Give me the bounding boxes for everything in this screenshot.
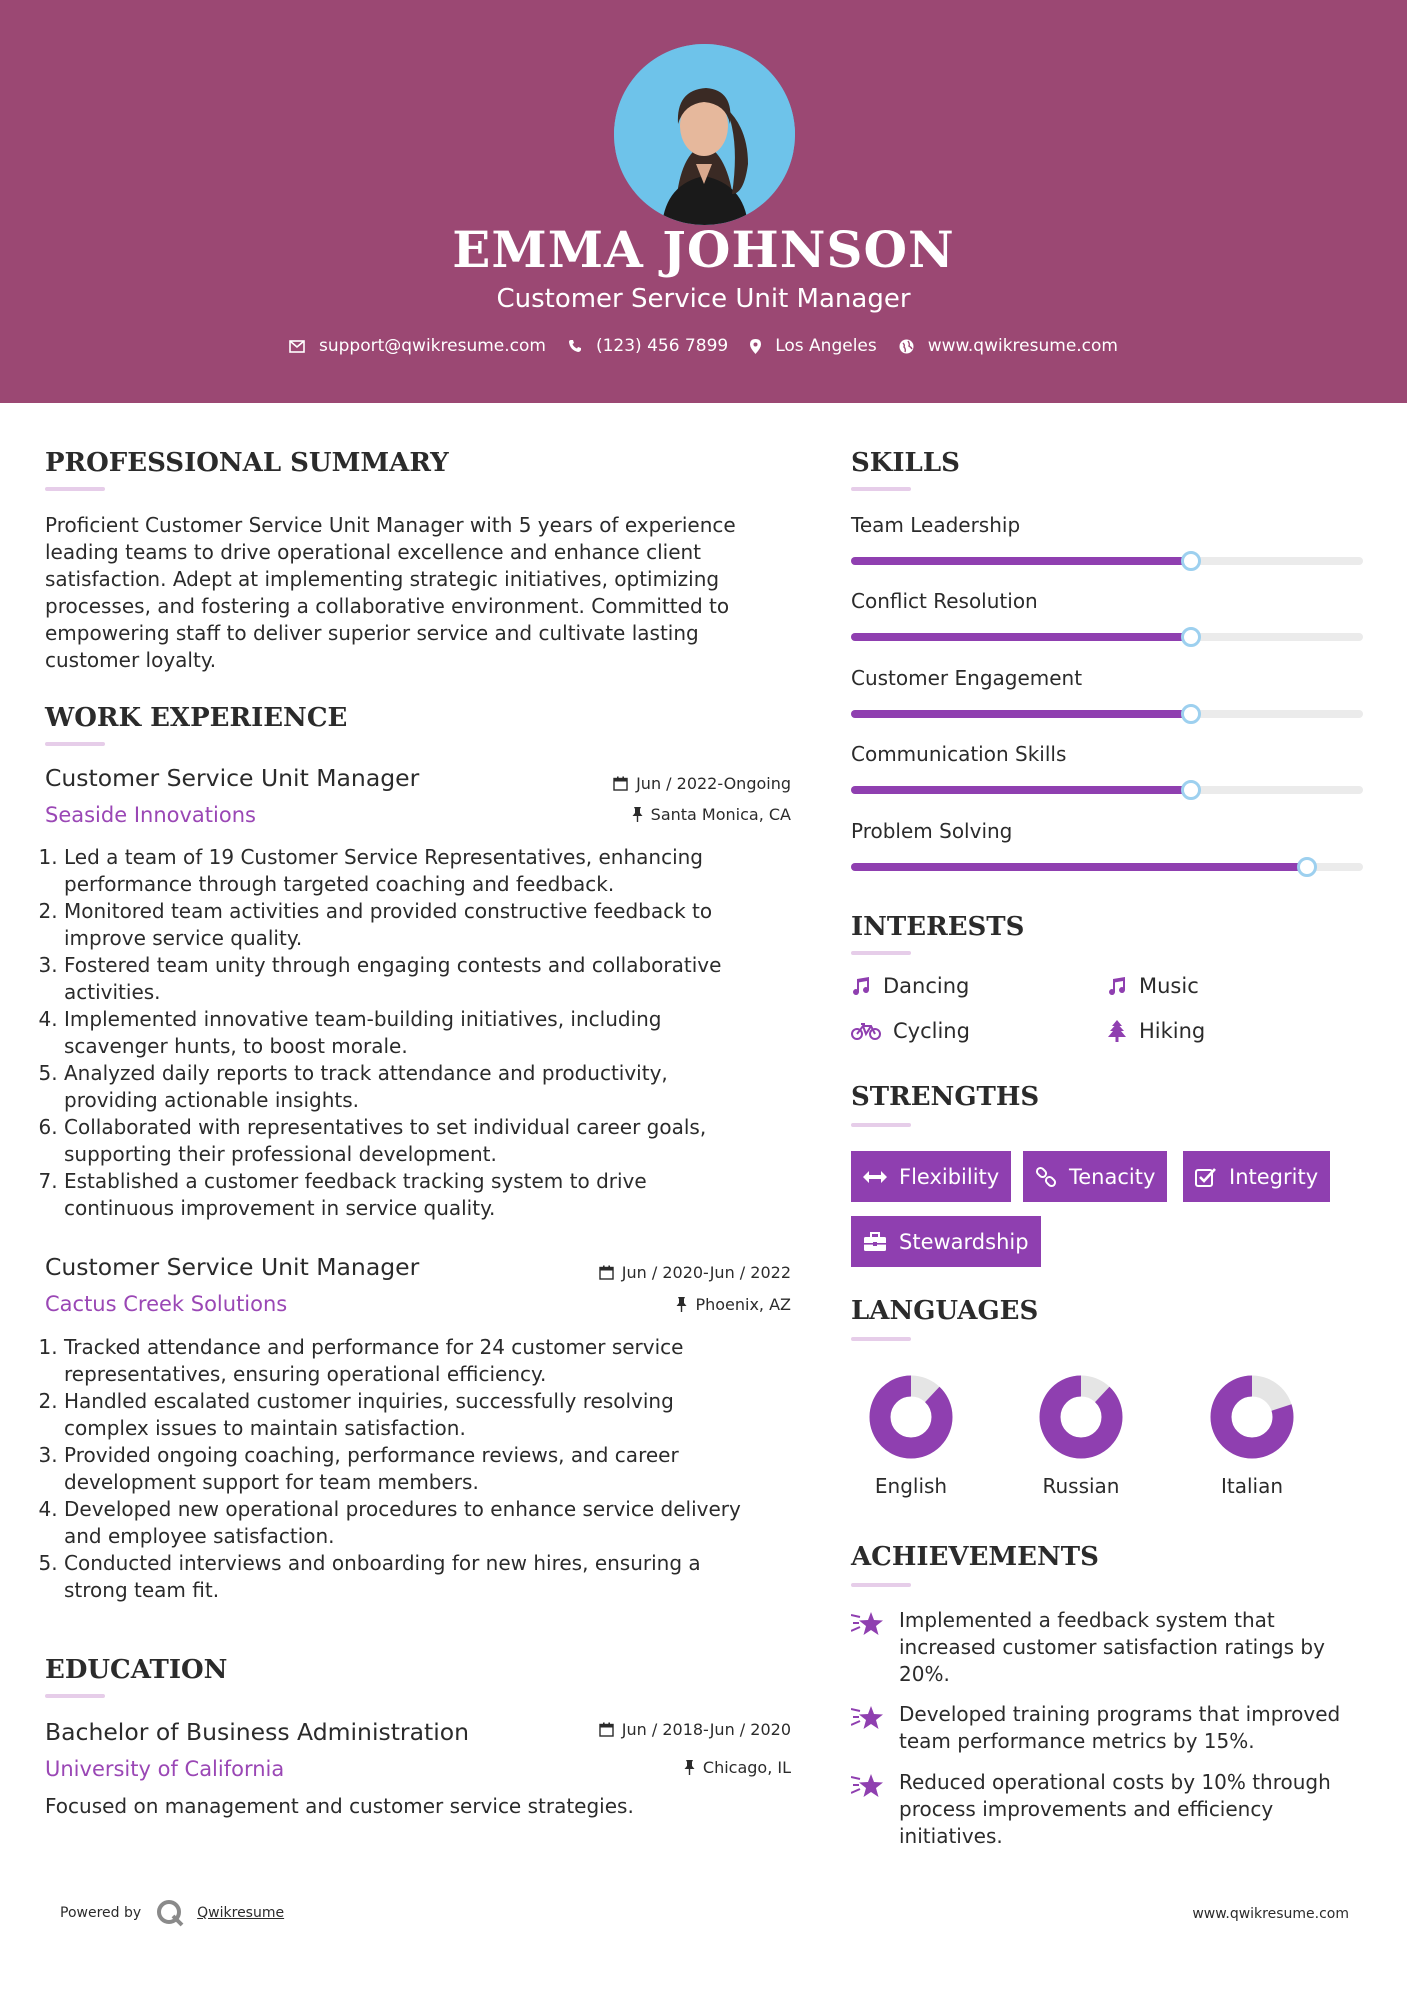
music-icon: [1107, 976, 1127, 996]
bicycle-icon: [851, 1022, 881, 1040]
summary-line: empowering staff to deliver superior service and cultivate lasting: [45, 621, 699, 645]
job-location: [632, 805, 791, 824]
calendar-icon: [613, 776, 628, 791]
achievements-heading: ACHIEVEMENTS: [851, 1542, 1099, 1572]
qwikresume-logo-icon: [155, 1898, 185, 1928]
skill-bar-fill: [851, 786, 1191, 794]
job-responsibilities: [45, 844, 795, 1222]
list-item: 3. Fostered team unity through engaging contests and collaborative activities.: [64, 952, 795, 1006]
briefcase-icon: [863, 1232, 887, 1252]
skill-bar-fill: [851, 863, 1307, 871]
footer-powered-by: [60, 1898, 284, 1928]
skill-bar: [851, 863, 1363, 871]
language-donut: [1038, 1374, 1124, 1460]
education-location: [684, 1758, 791, 1777]
strength-chip: Tenacity: [1023, 1151, 1167, 1202]
brand-link[interactable]: Qwikresume: [197, 1905, 285, 1921]
list-item: 3. Provided ongoing coaching, performance reviews, and career development support for team members.: [64, 1442, 795, 1496]
section-underline: [45, 487, 105, 491]
skill-label: Problem Solving: [851, 819, 1013, 843]
globe-icon: [899, 339, 914, 354]
tree-icon: [1107, 1020, 1127, 1042]
interest-item: Hiking: [1107, 1019, 1205, 1043]
shooting-star-icon: [851, 1773, 885, 1799]
powered-by-text: Powered by: [60, 1905, 142, 1921]
language-item: [851, 1374, 971, 1498]
skills-heading: SKILLS: [851, 448, 960, 478]
languages-heading: LANGUAGES: [851, 1296, 1039, 1326]
person-silhouette-icon: [614, 44, 795, 225]
calendar-icon: [599, 1265, 614, 1280]
language-label: Russian: [1042, 1474, 1120, 1498]
skill-label: Conflict Resolution: [851, 589, 1038, 613]
list-item: 4. Developed new operational procedures to enhance service delivery and employee satisfaction.: [64, 1496, 795, 1550]
arrows-horizontal-icon: [863, 1170, 887, 1184]
achievement-item: Reduced operational costs by 10% through process improvements and efficiency initiatives.: [851, 1769, 1407, 1850]
location-text: Los Angeles: [775, 336, 877, 356]
pushpin-icon: [632, 807, 643, 822]
language-donut: [868, 1374, 954, 1460]
section-underline: [851, 1337, 911, 1341]
candidate-name: EMMA JOHNSON: [452, 220, 955, 279]
job-dates: [599, 1263, 791, 1282]
education-dates-text: Jun / 2018-Jun / 2020: [621, 1720, 791, 1739]
shooting-star-icon: [851, 1705, 885, 1731]
section-underline: [851, 951, 911, 955]
summary-line: leading teams to drive operational excellence and enhance client: [45, 540, 702, 564]
pushpin-icon: [676, 1297, 687, 1312]
strengths-heading: STRENGTHS: [851, 1082, 1040, 1112]
shooting-star-icon: [851, 1611, 885, 1637]
email-text: support@qwikresume.com: [319, 336, 546, 356]
list-item: 5. Analyzed daily reports to track attendance and productivity, providing actionable insights.: [64, 1060, 795, 1114]
phone-text: (123) 456 7899: [595, 336, 729, 356]
job-location-text: Santa Monica, CA: [650, 805, 791, 824]
list-item: 5. Conducted interviews and onboarding for new hires, ensuring a strong team fit.: [64, 1550, 795, 1604]
strength-chip: Flexibility: [851, 1151, 1011, 1202]
job-responsibilities: [45, 1334, 795, 1604]
skill-bar: [851, 633, 1363, 641]
interest-item: Cycling: [851, 1019, 970, 1043]
phone-icon: [568, 339, 582, 353]
list-item: 1. Tracked attendance and performance for 24 customer service representatives, ensuring operational efficiency.: [64, 1334, 795, 1388]
achievement-item: Implemented a feedback system that increased customer satisfaction ratings by 20%.: [851, 1607, 1407, 1688]
contact-location: [750, 336, 877, 356]
degree-title: Bachelor of Business Administration: [45, 1718, 470, 1746]
skill-bar: [851, 557, 1363, 565]
check-square-icon: [1195, 1167, 1217, 1187]
company-name: Seaside Innovations: [45, 803, 256, 827]
interest-item: Music: [1107, 974, 1199, 998]
website-text: www.qwikresume.com: [927, 336, 1118, 356]
resume-header: [0, 0, 1407, 403]
summary-text: [45, 512, 785, 674]
summary-heading: PROFESSIONAL SUMMARY: [45, 448, 449, 478]
education-heading: EDUCATION: [45, 1655, 228, 1685]
section-underline: [851, 487, 911, 491]
school-name: University of California: [45, 1757, 285, 1781]
skill-bar-knob: [1181, 780, 1201, 800]
achievement-item: Developed training programs that improved team performance metrics by 15%.: [851, 1701, 1407, 1755]
job-location-text: Phoenix, AZ: [695, 1295, 791, 1314]
job-dates-text: Jun / 2022-Ongoing: [636, 774, 791, 793]
skill-label: Communication Skills: [851, 742, 1067, 766]
profile-photo: [614, 44, 795, 225]
summary-line: customer loyalty.: [45, 648, 217, 672]
music-icon: [851, 976, 871, 996]
calendar-icon: [599, 1722, 614, 1737]
skill-bar-knob: [1181, 627, 1201, 647]
footer-website[interactable]: www.qwikresume.com: [1192, 1906, 1349, 1922]
section-underline: [851, 1583, 911, 1587]
summary-line: Proficient Customer Service Unit Manager with 5 years of experience: [45, 513, 736, 537]
link-icon: [1035, 1166, 1057, 1188]
skill-label: Customer Engagement: [851, 666, 1083, 690]
list-item: 7. Established a customer feedback tracking system to drive continuous improvement in service quality.: [64, 1168, 795, 1222]
job-location: [676, 1295, 791, 1314]
skill-bar-fill: [851, 710, 1191, 718]
contact-bar: [0, 336, 1407, 356]
summary-line: processes, and fostering a collaborative environment. Committed to: [45, 594, 730, 618]
skill-label: Team Leadership: [851, 513, 1021, 537]
list-item: 6. Collaborated with representatives to set individual career goals, supporting their professional development.: [64, 1114, 795, 1168]
candidate-title: Customer Service Unit Manager: [496, 284, 911, 314]
company-name: Cactus Creek Solutions: [45, 1292, 288, 1316]
language-donut: [1209, 1374, 1295, 1460]
list-item: 2. Handled escalated customer inquiries, successfully resolving complex issues to maintain satisfaction.: [64, 1388, 795, 1442]
experience-heading: WORK EXPERIENCE: [45, 703, 348, 733]
contact-website[interactable]: [899, 336, 1118, 356]
job-dates-text: Jun / 2020-Jun / 2022: [621, 1263, 791, 1282]
strength-chip: Stewardship: [851, 1216, 1041, 1267]
envelope-icon: [289, 340, 305, 353]
section-underline: [45, 1694, 105, 1698]
education-location-text: Chicago, IL: [702, 1758, 791, 1777]
pushpin-icon: [684, 1760, 695, 1775]
contact-phone[interactable]: [568, 336, 728, 356]
language-item: [1192, 1374, 1312, 1498]
job-title: Customer Service Unit Manager: [45, 1253, 420, 1281]
interest-item: Dancing: [851, 974, 969, 998]
education-dates: [599, 1720, 791, 1739]
language-item: [1021, 1374, 1141, 1498]
list-item: 2. Monitored team activities and provided constructive feedback to improve service quality.: [64, 898, 795, 952]
list-item: 1. Led a team of 19 Customer Service Representatives, enhancing performance through targeted coaching and feedback.: [64, 844, 795, 898]
contact-email[interactable]: [289, 336, 546, 356]
skill-bar: [851, 710, 1363, 718]
list-item: 4. Implemented innovative team-building initiatives, including scavenger hunts, to boost morale.: [64, 1006, 795, 1060]
section-underline: [45, 742, 105, 746]
education-description: Focused on management and customer service strategies.: [45, 1794, 634, 1818]
map-pin-icon: [750, 339, 761, 354]
interests-heading: INTERESTS: [851, 912, 1025, 942]
summary-line: satisfaction. Adept at implementing strategic initiatives, optimizing: [45, 567, 720, 591]
skill-bar-fill: [851, 633, 1191, 641]
strength-chip: Integrity: [1183, 1151, 1330, 1202]
skill-bar-knob: [1181, 704, 1201, 724]
job-dates: [613, 774, 791, 793]
skill-bar-knob: [1181, 551, 1201, 571]
job-title: Customer Service Unit Manager: [45, 764, 420, 792]
language-label: English: [874, 1474, 948, 1498]
skill-bar: [851, 786, 1363, 794]
skill-bar-knob: [1297, 857, 1317, 877]
section-underline: [851, 1123, 911, 1127]
skill-bar-fill: [851, 557, 1191, 565]
language-label: Italian: [1220, 1474, 1284, 1498]
